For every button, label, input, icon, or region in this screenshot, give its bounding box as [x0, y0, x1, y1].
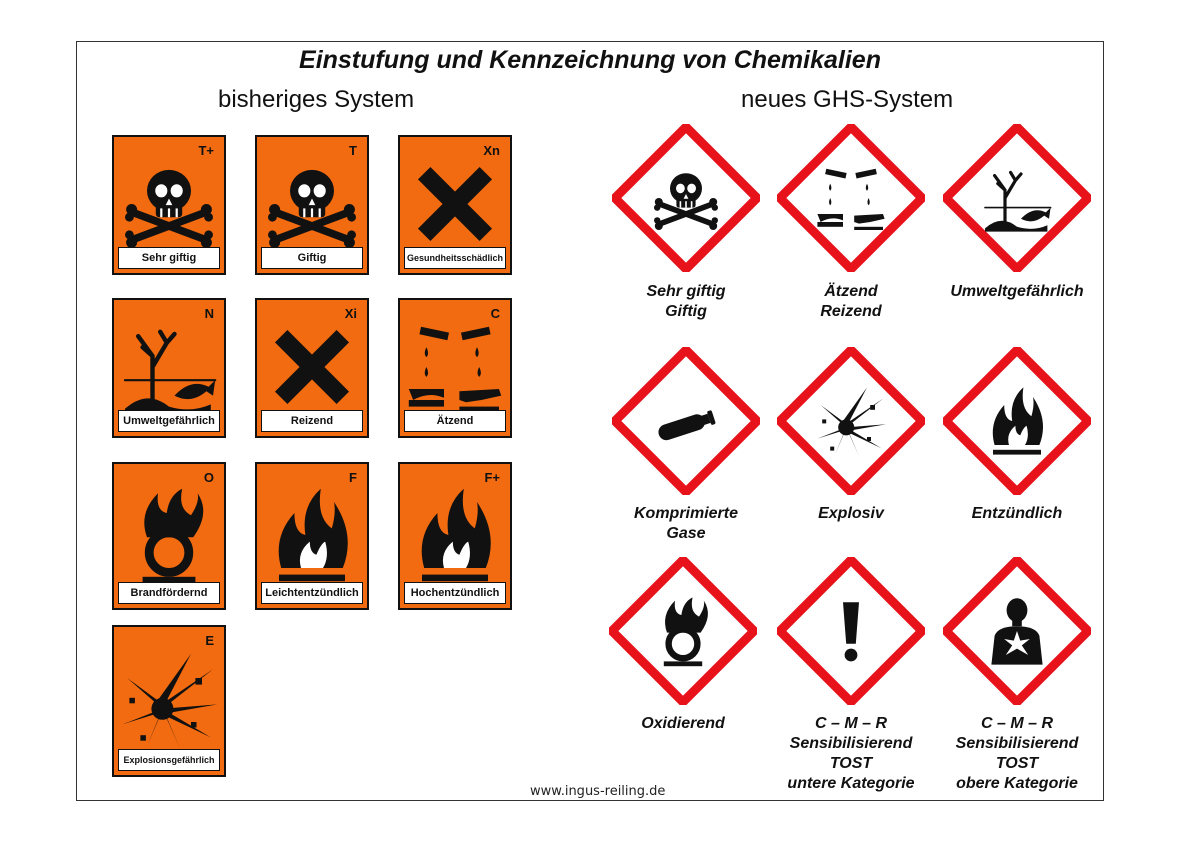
old-symbol-tplus [112, 135, 226, 275]
flame-icon [400, 476, 510, 594]
exploding-bomb-icon [114, 639, 224, 761]
hazard-code: Xn [483, 143, 500, 158]
ghs-label-line: TOST [829, 755, 873, 772]
ghs-label-1 [601, 282, 771, 322]
footer-url: www.ingus-reiling.de [530, 784, 666, 799]
ghs-label-line: Reizend [820, 303, 882, 320]
ghs-label-line: Ätzend [824, 283, 878, 300]
exclamation-mark-icon [843, 602, 859, 661]
ghs-label-line: Umweltgefährlich [950, 283, 1084, 300]
old-symbol-xi [255, 298, 369, 438]
ghs-pictogram-8 [777, 557, 925, 705]
ghs-pictogram-5 [777, 347, 925, 495]
flame-over-circle-icon [114, 476, 224, 594]
old-symbol-e [112, 625, 226, 777]
flame-icon [257, 476, 367, 594]
ghs-pictogram-7 [609, 557, 757, 705]
skull-crossbones-icon [257, 149, 367, 259]
ghs-label-line: obere Kategorie [956, 775, 1078, 792]
old-symbol-xn [398, 135, 512, 275]
old-symbol-n [112, 298, 226, 438]
ghs-label-3 [932, 282, 1102, 302]
ghs-label-7 [598, 714, 768, 734]
hazard-code: F [349, 470, 357, 485]
hazard-label: Brandfördernd [118, 582, 220, 604]
ghs-label-line: Komprimierte [633, 505, 739, 522]
hazard-code: T [349, 143, 357, 158]
corrosion-icon [400, 312, 510, 422]
cross-icon [400, 149, 510, 259]
ghs-pictogram-6 [943, 347, 1091, 495]
ghs-label-5 [766, 504, 936, 524]
ghs-pictogram-3 [943, 124, 1091, 272]
ghs-label-8 [766, 714, 936, 794]
hazard-code: F+ [484, 470, 500, 485]
ghs-pictogram-4 [612, 347, 760, 495]
hazard-label: Gesundheitsschädlich [404, 247, 506, 269]
hazard-code: N [204, 306, 214, 321]
ghs-label-9 [932, 714, 1102, 794]
old-symbol-c [398, 298, 512, 438]
page-title: Einstufung und Kennzeichnung von Chemikalien [299, 46, 881, 74]
ghs-label-line: Entzündlich [971, 505, 1063, 522]
hazard-label: Leichtentzündlich [261, 582, 363, 604]
hazard-label: Umweltgefährlich [118, 410, 220, 432]
ghs-label-line: Sensibilisierend [955, 735, 1079, 752]
ghs-label-line: Explosiv [818, 505, 884, 522]
skull-crossbones-icon [114, 149, 224, 259]
ghs-label-line: C – M – R [814, 715, 887, 732]
ghs-pictogram-9 [943, 557, 1091, 705]
hazard-code: C [490, 306, 500, 321]
hazard-label: Sehr giftig [118, 247, 220, 269]
ghs-label-2 [766, 282, 936, 322]
old-symbol-fplus [398, 462, 512, 610]
hazard-code: E [205, 633, 214, 648]
ghs-label-line: untere Kategorie [787, 775, 915, 792]
hazard-label: Hochentzündlich [404, 582, 506, 604]
ghs-label-line: C – M – R [980, 715, 1053, 732]
ghs-pictogram-2 [777, 124, 925, 272]
hazard-label: Reizend [261, 410, 363, 432]
ghs-pictogram-1 [612, 124, 760, 272]
ghs-label-line: TOST [995, 755, 1039, 772]
hazard-code: T+ [198, 143, 214, 158]
ghs-label-line: Giftig [665, 303, 707, 320]
dead-tree-fish-icon [114, 312, 224, 422]
old-symbol-t [255, 135, 369, 275]
ghs-system-heading: neues GHS-System [741, 86, 954, 113]
ghs-label-line: Sensibilisierend [789, 735, 913, 752]
old-symbol-f [255, 462, 369, 610]
hazard-label: Giftig [261, 247, 363, 269]
old-symbol-o [112, 462, 226, 610]
hazard-code: Xi [344, 306, 357, 321]
hazard-label: Explosionsgefährlich [118, 749, 220, 771]
old-system-heading: bisheriges System [218, 86, 415, 113]
hazard-code: O [203, 470, 214, 485]
ghs-label-line: Sehr giftig [646, 283, 726, 300]
cross-icon [257, 312, 367, 422]
ghs-label-line: Oxidierend [641, 715, 725, 732]
ghs-label-6 [932, 504, 1102, 524]
ghs-label-4 [601, 504, 771, 544]
hazard-label: Ätzend [404, 410, 506, 432]
ghs-label-line: Gase [666, 525, 706, 542]
